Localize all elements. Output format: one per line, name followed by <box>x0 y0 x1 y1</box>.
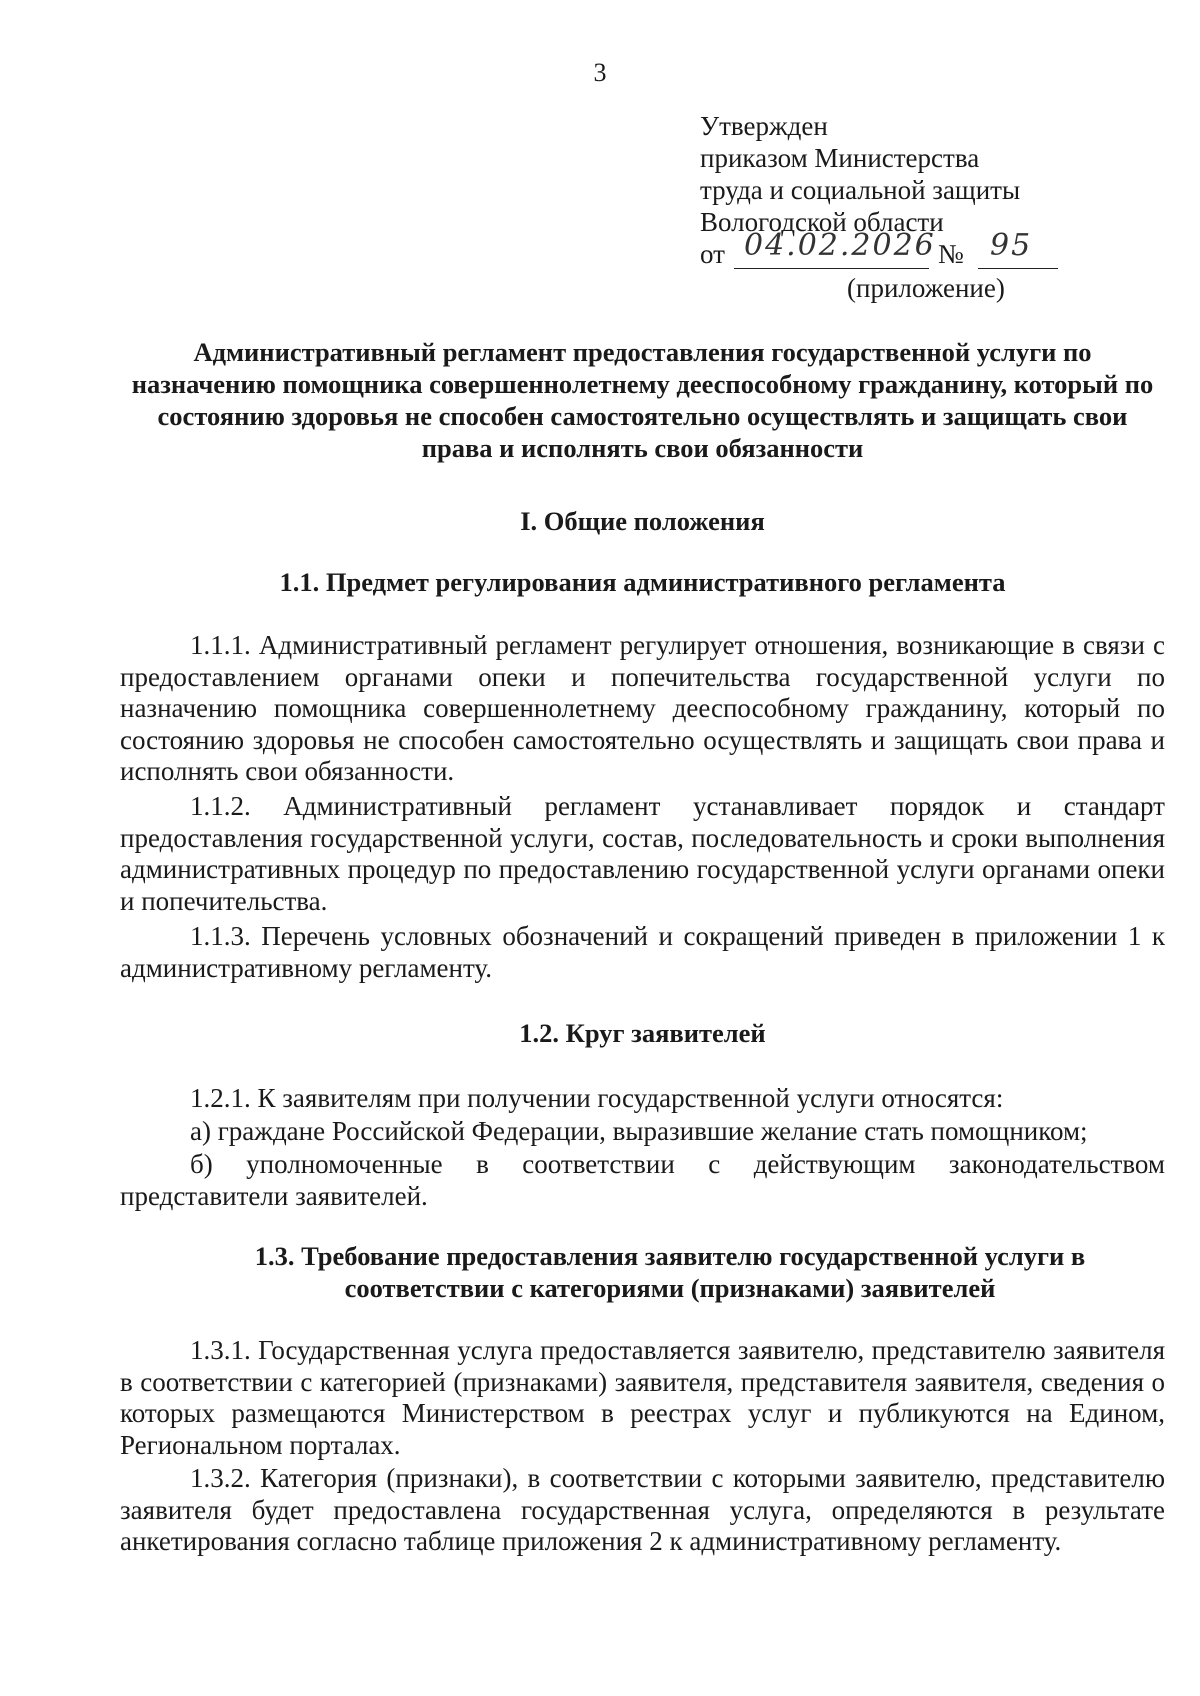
approval-line-order: приказом Министерства <box>700 143 980 173</box>
document-title: Административный регламент предоставления государственной услуги по назначению помощника совершеннолетнему дееспособному гражданину, который по состоянию здоровья не способен самостоятельно осуществлять и защищать свои права и исполнять свои обязанности <box>131 337 1154 463</box>
approval-ot-label: от <box>700 239 725 269</box>
number-underline <box>978 268 1058 269</box>
page-number: 3 <box>593 58 607 87</box>
handwritten-date: 04.02.2026 <box>744 228 936 263</box>
paragraph-1-3-1: 1.3.1. Государственная услуга предоставляется заявителю, представителю заявителя в соответствии с категорией (признаками) заявителя, представителя заявителя, сведения о которых размещаются Министерством в реестрах услуг и публикуются на Едином, Региональном порталах. <box>120 1335 1165 1460</box>
subsection-heading-1-3: 1.3. Требование предоставления заявителю государственной услуги в соответствии с категориями (признаками) заявителей <box>254 1241 1086 1303</box>
paragraph-1-1-3: 1.1.3. Перечень условных обозначений и сокращений приведен в приложении 1 к административному регламенту. <box>120 921 1165 983</box>
appendix-label: (приложение) <box>847 273 1005 303</box>
handwritten-number: 95 <box>990 228 1033 263</box>
date-underline <box>734 268 929 269</box>
paragraph-1-2-1-a: а) граждане Российской Федерации, выразившие желание стать помощником; <box>190 1116 1088 1146</box>
number-sign: № <box>938 239 964 269</box>
subsection-heading-1-2: 1.2. Круг заявителей <box>519 1018 766 1048</box>
section-heading-general: I. Общие положения <box>520 506 765 536</box>
paragraph-1-3-2: 1.3.2. Категория (признаки), в соответствии с которыми заявителю, представителю заявителя будет предоставлена государственная услуга, определяются в результате анкетирования согласно таблице приложения 2 к административному регламенту. <box>120 1463 1165 1556</box>
paragraph-1-2-1: 1.2.1. К заявителям при получении государственной услуги относятся: <box>190 1083 1004 1113</box>
paragraph-1-1-1: 1.1.1. Административный регламент регулирует отношения, возникающие в связи с предоставлением органами опеки и попечительства государственной услуги по назначению помощника совершеннолетнему дееспособному гражданину, который по состоянию здоровья не способен самостоятельно осуществлять и защищать свои права и исполнять свои обязанности. <box>120 630 1165 786</box>
approval-date-number-line <box>700 228 1080 272</box>
paragraph-1-2-1-b: б) уполномоченные в соответствии с действующим законодательством представители заявителей. <box>120 1149 1165 1211</box>
approval-line-ministry: труда и социальной защиты <box>700 175 1021 205</box>
paragraph-1-1-2: 1.1.2. Административный регламент устанавливает порядок и стандарт предоставления государственной услуги, состав, последовательность и сроки выполнения административных процедур по предоставлению государственной услуги органами опеки и попечительства. <box>120 791 1165 916</box>
subsection-heading-1-1: 1.1. Предмет регулирования административного регламента <box>279 567 1006 597</box>
approval-line-approved: Утвержден <box>700 111 828 141</box>
approval-line-region: Вологодской области <box>700 207 944 237</box>
approval-block <box>700 110 1080 304</box>
